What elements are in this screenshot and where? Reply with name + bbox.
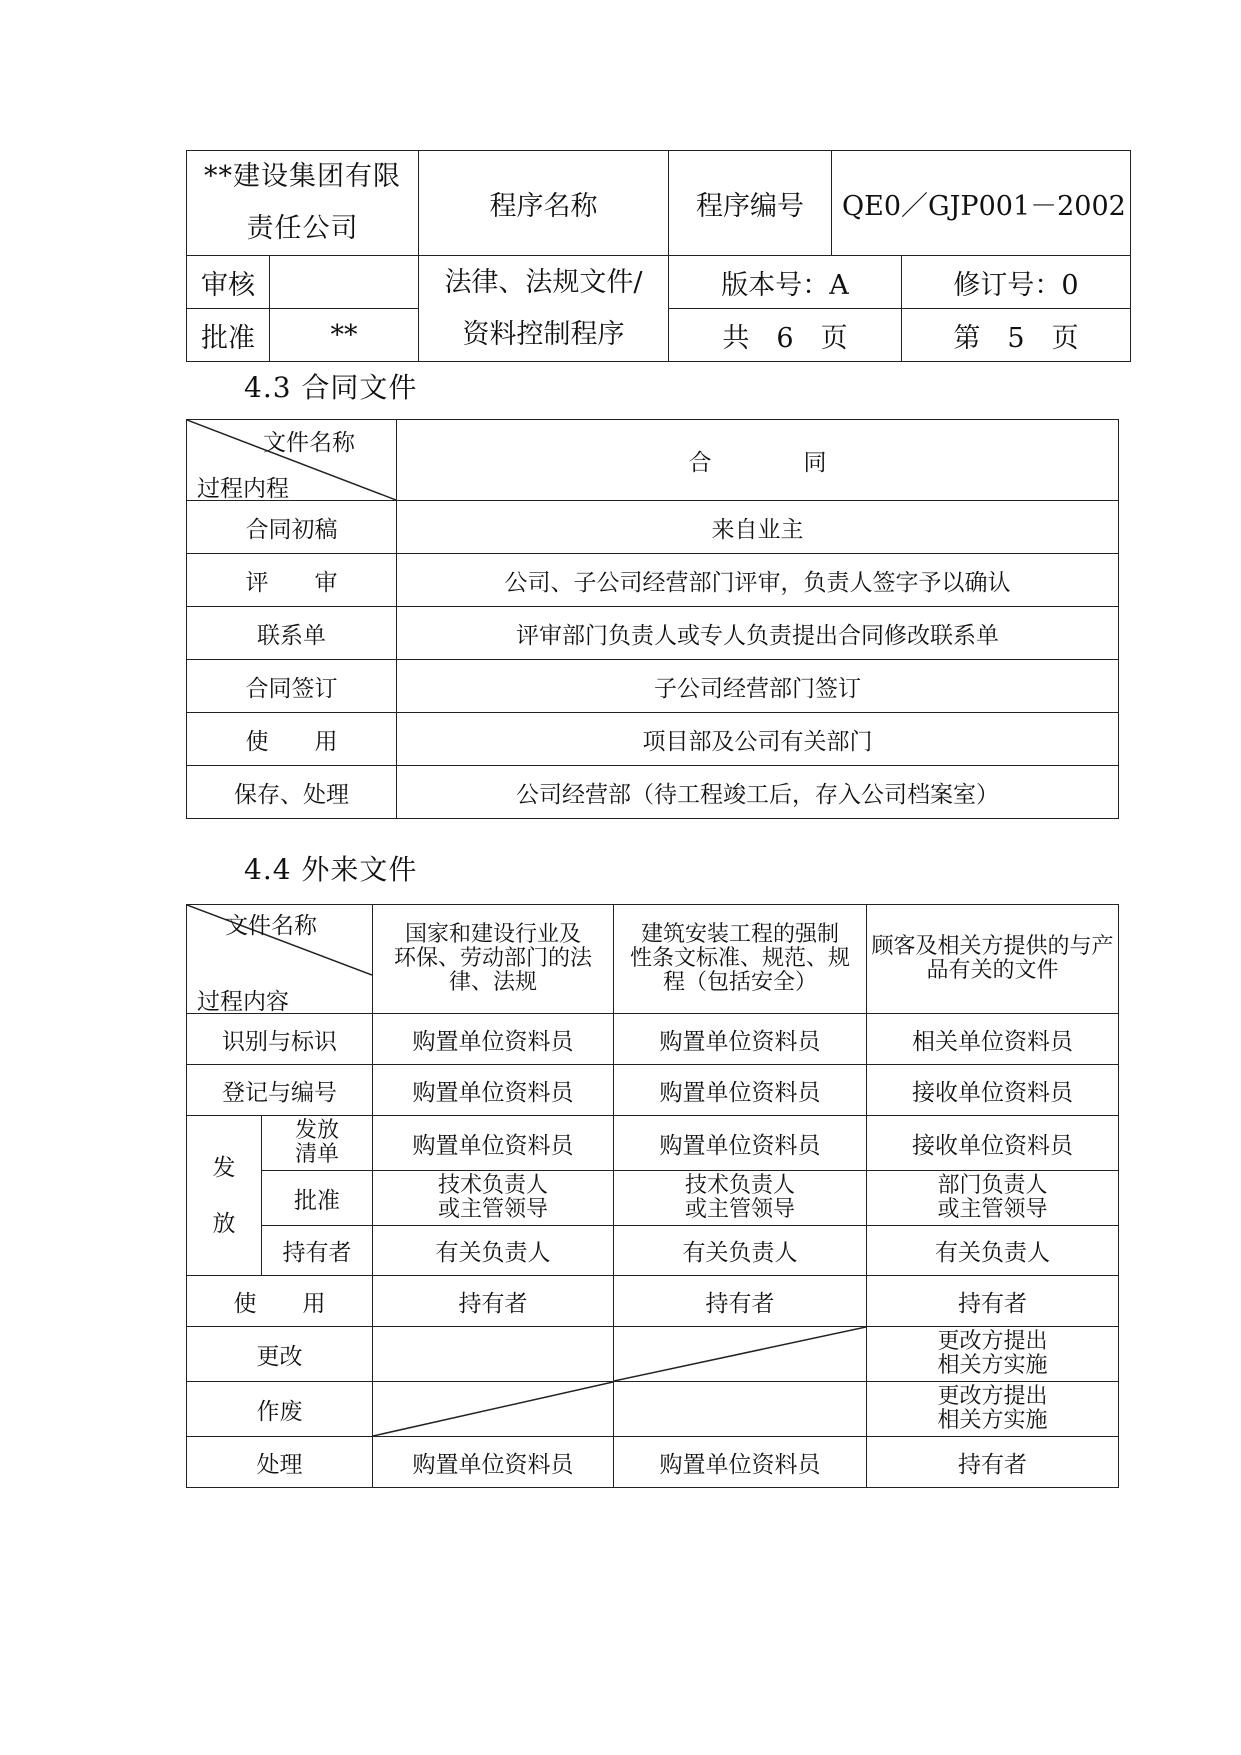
row-label-line: 清单 [294,1142,339,1167]
cell-line: 或主管领导 [937,1197,1048,1222]
review-value [270,256,419,309]
cell: 购置单位资料员 [373,1437,614,1488]
table-row [187,1226,1119,1276]
cell: 持有者 [867,1437,1119,1488]
cell: 有关负责人 [867,1226,1119,1276]
corner-bottom-label: 过程内程 [197,476,289,502]
row-value: 公司经营部（待工程竣工后，存入公司档案室） [397,766,1119,819]
column-header-laws [373,905,614,1014]
cell: 购置单位资料员 [373,1014,614,1065]
row-label: 保存、处理 [187,766,397,819]
page-number: 第 5 页 [902,309,1131,362]
column-header-line: 品有关的文件 [926,958,1059,983]
revision-number: 修订号：0 [902,256,1131,309]
row-value: 来自业主 [397,501,1119,554]
external-documents-table [186,904,1119,1488]
table-row [187,1014,1119,1065]
table-row [187,501,1119,554]
company-name-line1: **建设集团有限 [204,161,401,192]
cell-line: 技术负责人 [437,1172,548,1198]
cell: 购置单位资料员 [614,1116,867,1171]
column-header-line: 性条文标准、规范、规 [629,946,850,972]
cell-empty [614,1382,867,1437]
row-value: 评审部门负责人或专人负责提出合同修改联系单 [397,607,1119,660]
column-header-line: 环保、劳动部门的法 [393,946,592,972]
column-header-line: 程（包括安全） [662,969,817,995]
row-value: 公司、子公司经营部门评审，负责人签字予以确认 [397,554,1119,607]
cell: 购置单位资料员 [373,1116,614,1171]
cell-line: 更改方提出 [937,1383,1048,1409]
row-value: 子公司经营部门签订 [397,660,1119,713]
total-pages: 共 6 页 [669,309,902,362]
cell-line: 或主管领导 [437,1197,548,1222]
cell-struck [614,1327,867,1382]
cell [867,1171,1119,1226]
program-no-value: QE0／GJP001－2002 [832,151,1131,256]
corner-top-label: 文件名称 [263,430,355,456]
cell-struck [373,1382,614,1437]
row-label: 作废 [187,1382,373,1437]
company-name-line2: 责任公司 [246,213,359,244]
table-row [187,766,1119,819]
review-label: 审核 [187,256,270,309]
row-label: 使 用 [187,713,397,766]
column-header-line: 国家和建设行业及 [404,922,581,948]
row-label: 登记与编号 [187,1065,373,1116]
table-row [187,1382,1119,1437]
approve-label: 批准 [187,309,270,362]
row-value: 项目部及公司有关部门 [397,713,1119,766]
column-header-line: 律、法规 [448,969,537,995]
distribute-group-line: 放 [212,1210,236,1237]
row-label: 合同签订 [187,660,397,713]
cell: 购置单位资料员 [614,1437,867,1488]
column-header-line: 顾客及相关方提供的与产 [871,934,1114,960]
row-label: 识别与标识 [187,1014,373,1065]
table-row [187,660,1119,713]
table-row [187,1437,1119,1488]
table-row [187,1327,1119,1382]
program-name-label: 程序名称 [419,151,669,256]
row-label-line: 发放 [294,1117,339,1143]
table-corner-header [187,420,397,501]
distribute-group-label [187,1116,262,1276]
cell: 购置单位资料员 [373,1065,614,1116]
section-title-contract: 4.3 合同文件 [244,371,418,404]
cell [867,1382,1119,1437]
corner-top-label: 文件名称 [225,913,317,939]
program-no-label: 程序编号 [669,151,832,256]
approve-value: ** [270,309,419,362]
company-name [187,151,419,256]
section-title-external: 4.4 外来文件 [244,853,418,886]
cell: 购置单位资料员 [614,1065,867,1116]
table-corner-header [187,905,373,1014]
table-row [187,1065,1119,1116]
row-label: 持有者 [262,1226,373,1276]
row-label: 处理 [187,1437,373,1488]
column-header-standards [614,905,867,1014]
cell-line: 部门负责人 [937,1172,1048,1198]
table-row [187,713,1119,766]
cell [867,1327,1119,1382]
cell: 接收单位资料员 [867,1065,1119,1116]
cell-line: 技术负责人 [684,1172,795,1198]
cell-line: 更改方提出 [937,1328,1048,1354]
strike-diagonal-line [614,1327,866,1381]
row-label: 更改 [187,1327,373,1382]
cell-empty [373,1327,614,1382]
table-row [187,554,1119,607]
table-row [187,607,1119,660]
document-header-table [186,150,1131,362]
cell: 有关负责人 [614,1226,867,1276]
cell-line: 相关方实施 [937,1353,1048,1378]
cell: 购置单位资料员 [614,1014,867,1065]
row-label: 使 用 [187,1276,373,1327]
row-label: 联系单 [187,607,397,660]
document-title-line2: 资料控制程序 [462,318,625,350]
table-row [187,1276,1119,1327]
row-label: 合同初稿 [187,501,397,554]
cell [373,1171,614,1226]
table-row [187,1116,1119,1171]
table-row [187,1171,1119,1226]
cell-line: 或主管领导 [684,1197,795,1222]
row-label: 评 审 [187,554,397,607]
strike-diagonal-line [373,1382,613,1436]
row-label [262,1116,373,1171]
cell: 持有者 [867,1276,1119,1327]
cell [614,1171,867,1226]
cell-line: 相关方实施 [937,1408,1048,1433]
column-header-contract: 合 同 [397,420,1119,501]
cell: 持有者 [373,1276,614,1327]
corner-bottom-label: 过程内容 [197,989,289,1015]
version-number: 版本号：A [669,256,902,309]
document-title [419,256,669,362]
distribute-group-line: 发 [212,1154,236,1181]
column-header-line: 建筑安装工程的强制 [640,922,839,948]
contract-documents-table [186,419,1119,819]
document-title-line1: 法律、法规文件/ [444,266,643,298]
cell: 有关负责人 [373,1226,614,1276]
cell: 相关单位资料员 [867,1014,1119,1065]
row-label: 批准 [262,1171,373,1226]
column-header-customer-docs [867,905,1119,1014]
cell: 持有者 [614,1276,867,1327]
cell: 接收单位资料员 [867,1116,1119,1171]
